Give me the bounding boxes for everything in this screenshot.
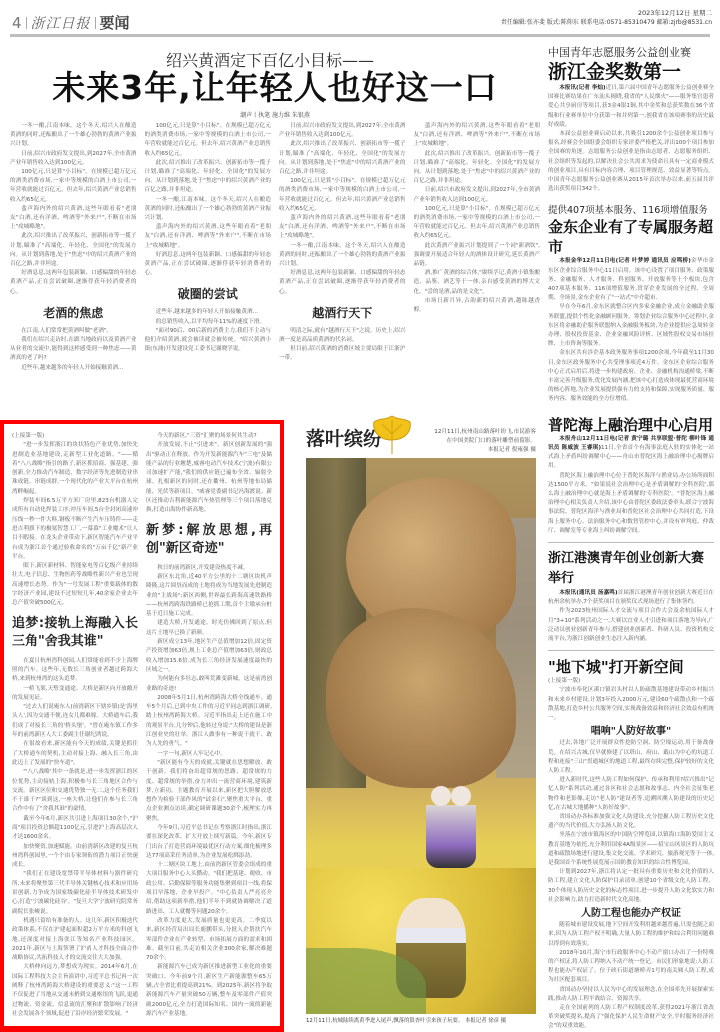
story5-body (548, 677, 714, 1032)
editor-credits: 责任编辑:张亦斐 版式:陈仰东 联系电话:0571-85310479 邮箱:zjrb@8531.cn (500, 19, 712, 26)
paragraph: 2008年5月1日,杭州湾跨海大桥全线通车。通车5个月后,已到中央工作的习近平同志到浙江调研,踏上杭州湾跨海大桥。习近平指出走上还在施工中的观景平台,几分钟后,他转过身说:"大桥的建设是浙江创业史的壮举。浙江人做事有一种说干就干、敢为人先的勇气。" (146, 694, 272, 748)
leaf-sculpture-bottom (326, 608, 516, 788)
paragraph: 新区东北角,近40平方公里的十二塘区块机声隆隆,这片围垦而成的土地将成为当地发展先进制造业的"主战场";新区西侧,世界最长跨海高速铁路桥——杭州湾跨海铁路桥已抢抓工期,首个主墩承台桩基于近日施工完成。 (146, 573, 272, 618)
paragraph: 眼下,新区新材料、智能家电等百亿级产业持续壮大,电子信息、生物医药等战略性新兴产业也呈现高速增长态势。作为"一号发展工程"重要载体的数字经济产业园,建设不过短短几年,40余家企业去年总产值突破500亿元。 (12, 563, 138, 607)
paragraph: 酒,推广黄酒的综合体,"赓续孚记,黄酒小镇集酿造、品鉴、酒艺等于一体,亲自感受黄酒的博大文化。"尝的是酒,品的是文化"。 (413, 270, 540, 295)
paragraph: 好酒息息,这两年包装新颖、口感偏甜的年轻态黄酒产品,正在尝试破圈,逐渐俘获年轻消费者的心。 (144, 251, 271, 277)
story1-headline: 浙江金奖数第一 (548, 61, 682, 83)
continued-from-label: (上接第一版) (548, 678, 581, 685)
paragraph: 今年9月,习近平总书记在考察浙江时指出,浙江要在深化改革、扩大开放上续写新篇。今年,新区专门出台了打造营商环境最优区行动方案,细化梳理多达77项高采任务清单,为企业发展松绑添劲。 (146, 824, 272, 859)
paragraph: 100亿元,只是算"小目标"。在规模已超万亿元的酒类消费市场,一家中等规模的白酒上市公司,一年营收就能过百亿元。但去年,绍兴黄酒产业总销售收入约65亿元。 (10, 169, 137, 203)
masthead-divider (26, 17, 27, 29)
lead-column-2 (145, 122, 272, 397)
paragraph: "过去人们说庵东人(前湾新区下辖乡镇)是'海里头人',因为交通不便,连女儿都难嫁。大桥通车后,我们成了对接长三角的'桥头堡'。"曾在庵东镇工作多年的前湾新区人大工委副主任谢纪鸿说。 (12, 704, 138, 739)
highlight-column-1 (12, 432, 138, 1020)
story1-lede: 本报讯(记者 李灿) (559, 85, 606, 91)
lead-kicker: 绍兴黄酒定下百亿小目标—— (165, 51, 374, 70)
paragraph: 蜚声海内外的绍兴黄酒,这些年眼看着"老朋友"白酒,还有洋酒、啤酒等"外来户",不断在市场上"攻城略地"。 (144, 224, 271, 249)
page-masthead (0, 0, 720, 34)
paper-logo: 浙江日报 (30, 15, 91, 32)
paragraph: 100亿元,只是算"小目标"。在规模已超万亿元的酒类消费市场,一家中等规模的白酒上市公司,一年营收就能过百亿元。但去年,绍兴黄酒产业总销售收入约65亿元。 (144, 123, 271, 157)
subhead-chase-dream: 追梦:接轨上海融入长三角"舍我其谁" (12, 615, 138, 649)
paragraph: "'八八战略'其中一条就是,进一步发挥浙江的区位优势,主动接轨上海,积极参与长三角地区合作与交流。新区区位和交通优势独一无二,这个任务我们不干谁干?"谈到这,一座大桥,让他们在参与长三角合作中有了"舍我其谁"的豪情。 (12, 769, 138, 813)
paragraph: 本届公益创业赛启动以来,共吸引1200余个公益创业项目参与报名,经赛会全国组委会组织专家评委严格把关,评出100个项目参加全国赛的角逐。志愿服务公益创业是指由志愿者、志愿服务组织、社会组织等发起的,以解决社会公共需求为使命且具有一定商业模式的创业项目,具有目标内容合理、项目管理规范、效益显著等特点。中国青年志愿服务公益创业赛从2015年首次举办以来,前五届共评选出获奖项目342个。 (548, 131, 714, 193)
paragraph: 此次,绍兴推出了改革振兴、创新拓市等一揽子计划,瞄准了"高端化、年轻化、全国化"的发展方向。从计划到落地,处于"焦虑"中的绍兴黄酒产业的百亿之路,并非坦途。 (279, 141, 406, 176)
paragraph: 省国动办各标准加强文化人防建设,充分挖掘人防工程历史文化遗产的当代价值,大力弘扬人防文化。 (548, 813, 714, 830)
paragraph: 蜚声海内外的绍兴黄酒,这些年眼看着"老朋友"白酒,还有洋酒、啤酒等"外来户",不断在市场上"攻城略地"。 (10, 205, 137, 231)
story3-headline: 普陀海上融治理中心启用 (548, 415, 714, 434)
story4-headline: 浙江港澳青年创业创新大赛举行 (548, 550, 705, 586)
paragraph: 十二塘区块工地上,由前湾新区管委会组成的重大项目服务中心人头攒动。"我们把基建、税收、市政公用、后勤保障等服务功能集聚到项目一线,将保项目早落地、企业早投产。"中心负责人严亮亮介绍,借助这项新举措,他们半年不到就协调解决了道路进出、工人就餐等问题20余个。 (146, 862, 272, 915)
paragraph: 一字一句,新区人牢记心中。 (157, 750, 227, 757)
paragraph: 金东区共有涉企基本政务服务事项1200余项,今年截至11月30日,金东区政务服务中心共受理事项近4万件。金东区企业综合服务中心正式启用后,将进一步构建政府、企业、金融机构沟通桥梁,不断丰富完善升级服务,优化发展内涵,把该中心打造成体现最优营商环境的核心阵地,为企业发展提供强有力的支持和保障,实现服务质量、服务内容、服务效能的全方位增值。 (548, 350, 714, 403)
story5-headline: "地下城"打开新空间 (548, 658, 684, 677)
lead-byline: 潮声丨执笔 施力维 朱银燕 (240, 112, 310, 119)
photo-credit: 本报记者 倪雍强 摄 (487, 447, 536, 453)
paragraph: 早在今年6月,金东区就整合区内多家金融企业,成立金融助企服务联盟,提供个性化金融顾问服务。筹划企业综合服务中心过程中,金东区将金融助企服务联盟纳入金融服务板块,为企业提供应急周转金办理、股权投资基金、企业金融风险评析、区域性股权交易市场挂牌、上市咨询等服务。 (548, 304, 714, 348)
ginkgo-leaf-icon (370, 414, 414, 456)
paragraph: 大桥伸向远方,梦想成为现实。2014年6月,在国际工程科技大会主旨演讲中,习近平总书记再一次阐释了杭州湾跨海大桥建设的重要意义:"这一工程不仅促进了当地从交通末梢到交通枢纽的飞跃,更通过物流、资金流、信息流的汇聚和扩散影响了经济社会发展各个领域,促进了沿岸经济繁荣发展。" (12, 964, 138, 1017)
story1-kicker: 中国青年志愿服务公益创业赛 (548, 46, 691, 59)
masthead-right (501, 8, 712, 28)
paragraph: 但目前,绍兴黄酒的消费区域主要局限于江浙沪一带。 (279, 346, 406, 362)
paragraph: 此次,绍兴推出了改革振兴、创新拓市等一揽子计划,瞄准了"高端化、年轻化、全国化"的发展方向。从计划到落地,处于"焦虑"中的绍兴黄酒产业的百亿之路,并非坦途。 (10, 233, 137, 268)
highlighted-article-frame[interactable] (0, 420, 284, 1032)
paragraph: 蜚声海内外的绍兴黄酒,这些年眼看着"老朋友"白酒,还有洋酒、啤酒等"外来户",不断在市场上"攻城略地"。 (413, 123, 540, 148)
lead-column-4 (414, 122, 541, 397)
paragraph: 建造大桥,开发通途。时光仿佛回到了原点,但这片土地早已换了新颜。 (146, 620, 272, 636)
paragraph: 近些年,越来越多的年轻人开始接触黄酒... (155, 309, 258, 316)
paragraph: 省国动办坚持以人民为中心的发展理念,在全国率先开展探索实践,推动人防工程平战结合、资源共享。 (548, 986, 714, 1002)
paragraph: 100亿元,只是算"小目标"。在规模已超万亿元的酒类消费市场,一家中等规模的白酒上市公司,一年营收就能过百亿元。但去年,绍兴黄酒产业总销售收入约65亿元。 (413, 205, 540, 240)
paragraph: 一冬一酿,江南本味。这个冬天,绍兴人在酿造黄酒的同时,还酝酿出了一个雄心勃勃的黄酒产业振兴计划。 (144, 196, 271, 222)
section-divider (548, 542, 714, 543)
paragraph: 一桥飞架,天堑变通途。大桥是新区向开放敞开的发展见证。 (12, 685, 138, 701)
paragraph: "面对90后、00后新的消费主力,我们不主动与他们介绍黄酒,就会被读就会被传统。"绍兴黄酒小镇(东浦)开发建设党工委书记谢晓学说。 (144, 327, 271, 353)
paragraph: 此次,绍兴推出了改革振兴、创新拓市等一揽子计划,瞄准了"高端化、年轻化、全国化"的发展方向。从计划到落地,处于"焦虑"中的绍兴黄酒产业的百亿之路,并非坦途。 (144, 159, 271, 194)
paragraph: 新区成立13年,地区生产总值增加12倍,固定资产投资增加63倍,规上工业总产值增加63倍,财政总收入增加15.6倍,成为长三角经济发展速度最快的区域之一。 (146, 639, 272, 673)
story4-lede: 本报讯(通讯员 汤嘉鸣) (559, 589, 618, 596)
lead-headline: 未来3年,让年轻人也好这一口 (52, 68, 498, 107)
paragraph: 走在全国前列的人防工程产权制度改革,获得2021年浙江省改革突破奖提名,提高了"强化保护人民生命财产安全,平时服务经济社会"的双重效能。 (548, 1005, 714, 1030)
paragraph: 在夏日杭州湾科创园,人们常能看到不少上海牌照的汽车。这些年,无数长三角创业者越过跨海大桥,来到杭州湾的这头追梦。 (12, 657, 138, 683)
right-column (548, 40, 714, 1032)
paragraph: 市场日新月异,古韵新的绍兴黄酒,越陈越香醇。 (413, 297, 540, 314)
paragraph: 宁波市奉化区溪口镇岩头村以人防疏散基地建设带动乡村振兴和未来乡村建设,计划3年投入2000万元,建设60个疏散点和一个疏散基地,打造乡村公共服务空间,实现战备效益和经济社会效益有机统一。 (548, 687, 714, 721)
story4-body (548, 589, 714, 644)
subhead-yue-wine-world: 越酒行天下 (312, 305, 373, 320)
section-name: 要闻 (99, 14, 130, 32)
paragraph: 随着城市建设发展,地下空间开发利用越来越普遍,只需也随之而来,因为人防工程产权不明确,大量人防工程的维护和综合利用问题难以得到有效落实。 (548, 922, 714, 947)
paragraph: 近些年,越来越多的年轻人开始接触黄酒... (21, 364, 124, 371)
subhead-old-wine-anxiety: 老酒的焦虑 (43, 305, 104, 320)
lead-column-3 (279, 122, 406, 397)
paragraph: 开放发展,不止"引进来"。新区创新发展的"强出"驱动正在释放。作为开发新能源汽车"三电"及储能产品的行业翘楚,威睿电动汽车技术(宁波)有限公司加速扩产能,"我们的供应链已遍布全省、辐射全球。扎根新区的同时,还在衢州、杭州等地布局储能、光伏等新项目。"威睿党委副书记冯海渡说。新区还推动吉利新能源汽车热管理等三个项目落地兑换,打造山海协作新高地。 (146, 442, 272, 514)
masthead-left (12, 12, 130, 33)
paragraph: 秋日的前湾新区,开发建设热度不减。 (157, 564, 249, 571)
paragraph: 加快聚资,加速赋能。由前湾新区改建的复旦杭州湾科创园里,一个个由专家领衔的潜力项目正快速成长。 (12, 843, 138, 869)
paragraph: 进入新时代,这些人防工程如何保护、传承和利用?绍兴推出"记忆人防"系列活动,通过各区和社会志愿和故事志、内全社会征集老物件和老影像,走访"老人防"建设者等,追溯回溯人防建设的历史记忆,在古城大地播种"人防好故事"。 (548, 777, 714, 811)
paragraph: 一冬一酿,江南本味。这个冬天,绍兴人在酿造黄酒的同时,还酝酿出了一个雄心勃勃的黄酒产业振兴计划。 (10, 123, 137, 148)
paragraph: "我们正在建设宽禁带半导体材料与器件研究所,未来将聚焦第三代半导体关键核心技术和应用场景创新,力争成为国家级碳化硅半导体技术研发中心,打造'宁波碳化硅谷'。"复旦大学宁波研究院常务副院长张峻说。 (12, 871, 138, 915)
paragraph: 此次黄酒产业振兴计划提到了一个词"新酒饮",强调要开展适合年轻人的酒体设计研究,延长黄酒产品链。 (413, 242, 540, 268)
story2-lede: 本报金华12月11日电(记者 叶梦婷 通讯员 应鸣桥) (559, 258, 691, 265)
paragraph: 新能源汽车已成为新区推进新型工业化的重要突破口。今年前9个月,新区生产新能源整车65万辆,占全省比重提高到21%。到2025年,新区将争取新能源汽车产量突破50万辆,整车及零部件产值突破2000亿元,全力打造国际知名、国内一流的新能源汽车产业基地。 (146, 964, 272, 1017)
paragraph: 在江南,人们常常把黄酒叫做"老酒"。 (21, 327, 113, 334)
paragraph: 过去,各地广泛开展群众性挖防空洞、防空壕运动,用于备战备荒。在绍兴古城,仅早就修建了以塔山、府山、蕺山为中心的坑道工程和连接"三山"贯通城区的地道工程,最终存续完整,保护较好的文化人防工程。 (548, 740, 714, 774)
story2-body (548, 257, 714, 404)
subhead-property-certificate: 人防工程也能办产权证 (581, 908, 681, 920)
paragraph: 计划到2027年,浙江将认定一批具有重要历史和文化价值的人防工程,建立文化人防保护目录清单,创建10个省级文化人防工程、30个体现人防历史文化的标志性项目,进一步提升人防文化软实力和社会影响力,助力打造新时代文化高地。 (548, 869, 714, 903)
caption-text: 12月11日,杭州南山路落叶纷飞,市民游客在中国美院门口的落叶雕塑前留影。 (434, 429, 536, 444)
paragraph: 的总销售收入,以平均每年11%的速度下滑。 (155, 318, 265, 325)
paragraph: 日前,绍兴市政府发文提出,到2027年,全市黄酒产业年销售收入达到100亿元。 (10, 150, 137, 166)
issue-date: 2023年12月12日 星期二 (637, 9, 712, 17)
paragraph: 改革力度更大,发展质量也更更高。二季度以来,新区经营局出局长鹿鹏带头,分批入企帮扶汽车零部件企业在产业转型、市场拓展方面的需求和困难。截至目前,共走访相关企业300余家,解决难题70余个。 (146, 917, 272, 962)
paragraph: 此次,绍兴推出了改革振兴、创新拓市等一揽子计划,瞄准了"高端化、年轻化、全国化"的发展方向。从计划到落地,处于"焦虑"中的绍兴黄酒产业的百亿之路,并非坦途。 (413, 150, 540, 185)
paragraph: 明清之际,就有"越酒行天下"之说。历史上,绍兴酒一度是高品质黄酒的代名词。 (279, 327, 406, 344)
paragraph: 好酒息息,这两年包装新颖、口感偏甜的年轻态黄酒产品,正在尝试破圈,逐渐俘获年轻消费者的心。 (279, 270, 406, 295)
paragraph: 普陀区海上融治理中心位于普陀区海洋与渔业局,办公场所面积达1500平方米。"如果说社会治理中心是矛盾调解的'全科医院',那么海上融治理中心就是海上矛盾调解的'专科医院'。"普陀区海上融治理中心相关负责人介绍,该中心由普陀区委政法委牵头,联合宁波海事法院、普陀区海洋与渔业局和普陀区社会治理中心共同打造,下设海上服务中心、法治服务中心和数智管控中心,并设有审判庭、仲裁厅、调解室等专业海上纠纷调解空间。 (548, 472, 714, 534)
section-divider (548, 650, 714, 651)
story3-lede: 本报舟山12月11日电(记者 黄宁璐 共享联盟·普陀 柳叶锋 通讯员 陈威波 王睿琪) (548, 435, 714, 451)
paragraph: 2018年10月,海宁市行政服务中心不动产窗口办出了一份特殊的产权证,将人防工程纳入不动产统一登记。市民们形象地说:人防工程也能办产权证了。位于硖石街道塘桥弄1号的南关厢人防工程,成为社区配套项目。 (548, 949, 714, 984)
story2-headline: 金东企业有了专属服务超市 (548, 218, 714, 257)
paragraph: 蜚声海内外的绍兴黄酒,这些年眼看着"老朋友"白酒,还有洋酒、啤酒等"外来户",不断在市场上"攻城略地"。 (279, 215, 406, 240)
highlight-column-2 (146, 432, 272, 1020)
paragraph: 截至今年6月,新区共引进上海项目30余个,"沪商"项目投资总额超1100亿元,引进沪上海高层次人才达1600余名。 (12, 815, 138, 841)
subhead-breaking-the-circle: 破圈的尝试 (177, 287, 238, 302)
story1-body (548, 84, 714, 194)
story2-kicker: 提供407项基本服务、116项增值服务 (548, 205, 708, 217)
paragraph: 我们在绍兴走访时,在跟当地政府以及黄酒产业从业者的交流中,能得到这样感受到一种焦虑——黄酒真的老了吗? (10, 337, 137, 362)
photo-feature-title: 落叶缤纷 (306, 428, 383, 450)
continued-from-label: (上接第一版) (12, 433, 45, 439)
story3-body (548, 435, 714, 536)
paragraph: 近日,第六届中国青年志愿服务公益创业赛全国赛比赛结果在广东汕头揭晓,我省的"人民烟火"——服务集官患者爱心共享厨房等项目,获3金4银1铜,其中金奖和总获奖数在36个省级和行业赛单位中分获第一和并列第一,创我省在该项赛事的历史最好成绩。 (548, 85, 715, 128)
paragraph: 作为2023杭州国际人才交流与项目合作大会及余杭国际人才月"3+10"系列活动之一,大赛以宜业人才引进和项目落地为导向,广泛动员创业创新青年参与,搭建创业创新者、科研人员、投资机构交流平台,为浙江创新创业生态注入新内涵。 (548, 608, 714, 642)
leaf-sculpture-photo (306, 458, 536, 1014)
paragraph: 日前,绍兴市政府发文提出,到2027年,全市黄酒产业年销售收入达到100亿元。 (413, 187, 540, 203)
photo-caption-top (430, 428, 536, 455)
paragraph: 好酒息息,这两年包装新颖、口感偏甜的年轻态黄酒产品,正在尝试破圈,逐渐俘获年轻消费者的心。 (10, 270, 137, 295)
paragraph: 金华市金东区企业综合服务中心11日启用。该中心设置了项目服务、政策服务、金融服务、人才服务、科创服务、开放服务等十个板块,包含407项基本服务、116项增值服务,贯穿企业发展的全过程、全周期、全场景,金东企业有了"一站式"中介超市。 (548, 258, 714, 302)
paragraph: 11日,全省首个有海事法庭入驻的实体化一站式海上矛盾纠纷调解中心——舟山市普陀区海上融治理中心揭牌启用。 (548, 444, 714, 470)
highlighted-article-columns (12, 432, 272, 1020)
top-rule (10, 34, 710, 37)
photo-people (426, 778, 476, 868)
paragraph: 首届浙江港澳青年创业创新大赛近日在杭州余杭举办,7个获奖项目在颁奖仪式现场进行了集体签约。 (548, 589, 714, 606)
paragraph: "新区能有今天的成就,关键就在思想解放、敢于创新。我们将奋出超常规的思路、超常规的力度、超常规的举措,奋力冲出一流营商环境,建筑新梦,立新功。主题教育开展以来,新区把大胆解放思想作为检验干部作风的"试金石",聚焦重大平台、重点企业测点访谈,确定调研课题30余个,梳理实力再聚焦。 (146, 759, 272, 822)
lead-column-1 (10, 122, 137, 397)
page-number: 4 (12, 13, 22, 32)
lead-story-columns (10, 122, 540, 397)
paragraph: "进一步发挥浙江的块状特色产业优势,加快先进制造业基地建设,走新型工业化道路。"——循着"八八战略"指引的路子,新区抓招商、强基建、强创新,全力推动汽车制造、数字经济等先进制造业串珠成链、串链成群,一个现代化的产业大平台在杭州湾畔崛起。 (12, 442, 138, 495)
paragraph: 为何能有多壮志,敢叫荒滩变新城。这是前湾创业路的奇迹! (146, 676, 272, 692)
photo-caption-bottom: 12月11日,杭城陆续离黄季进入尾声,飘落的银杏叶引来孩子玩耍。 本报记者 徐彦 摄 (306, 1018, 507, 1024)
paragraph: 焊装车间6.5万平方米厂房里,823台机器人完成所有自动化焊装工序;冲压车间,5台全封闭高速冲压线一秒一件大料,钢板不断产生汽车压铸件——走进吉利旗下的极氪智慧工厂,一幕幕"工业魔术"让人目不暇接。在龙头企业带动下,新区智能汽车产业平台成为浙江首个通过验收命名的"万亩千亿"新产业平台。 (12, 498, 138, 560)
paragraph: 日前,绍兴市政府发文提出,到2027年,全市黄酒产业年销售收入达到100亿元。 (279, 123, 406, 139)
paragraph: 机遇只留给有准备的人。这几年,新区积极迭代政策体系,不仅在沪建起面积超2万平方米的科创飞地,还深度对接上海张江等知名产业科技园区。2021年,新区与上海签署了沪甬人才科技全面合作战略协议,共拓科技人才的交流交往大大加强。 (12, 917, 138, 962)
subhead-civil-defense-stories: 唱响"人防好故事" (590, 726, 672, 738)
paragraph: 今天的新区,"三资"汇聚的场景何其生动? (157, 433, 257, 439)
paragraph: 在很故看来,新区能有今天的成绩,关键是抓住了大桥通车的契机,主动对接上海、融入长三角,由此迈上了发展的"快车道"。 (12, 741, 138, 766)
paragraph: 一冬一酿,江南本味。这个冬天,绍兴人在酿造黄酒的同时,还酝酿出了一个雄心勃勃的黄酒产业振兴计划。 (279, 242, 406, 268)
paragraph: 100亿元,只是算"小目标"。在规模已超万亿元的酒类消费市场,一家中等规模的白酒上市公司,一年营收就能过百亿元。但去年,绍兴黄酒产业总销售收入约65亿元。 (279, 178, 406, 212)
paragraph: 坐落在宁波市镇海区的中国防空博览园,以镇海口海防爱国主义教育基地为依托,充分利用国家4A级景区——招宝山风景区的人防坑道和疏散场地进行建设,集文化交流、学术研究、旅游观光等于一体,是我国首个系统性展览展示国防教育知识的综合性博览园。 (548, 832, 714, 866)
masthead-divider (95, 17, 96, 29)
subhead-new-dream: 新梦:解放思想,再创"新区奇迹" (146, 522, 272, 556)
